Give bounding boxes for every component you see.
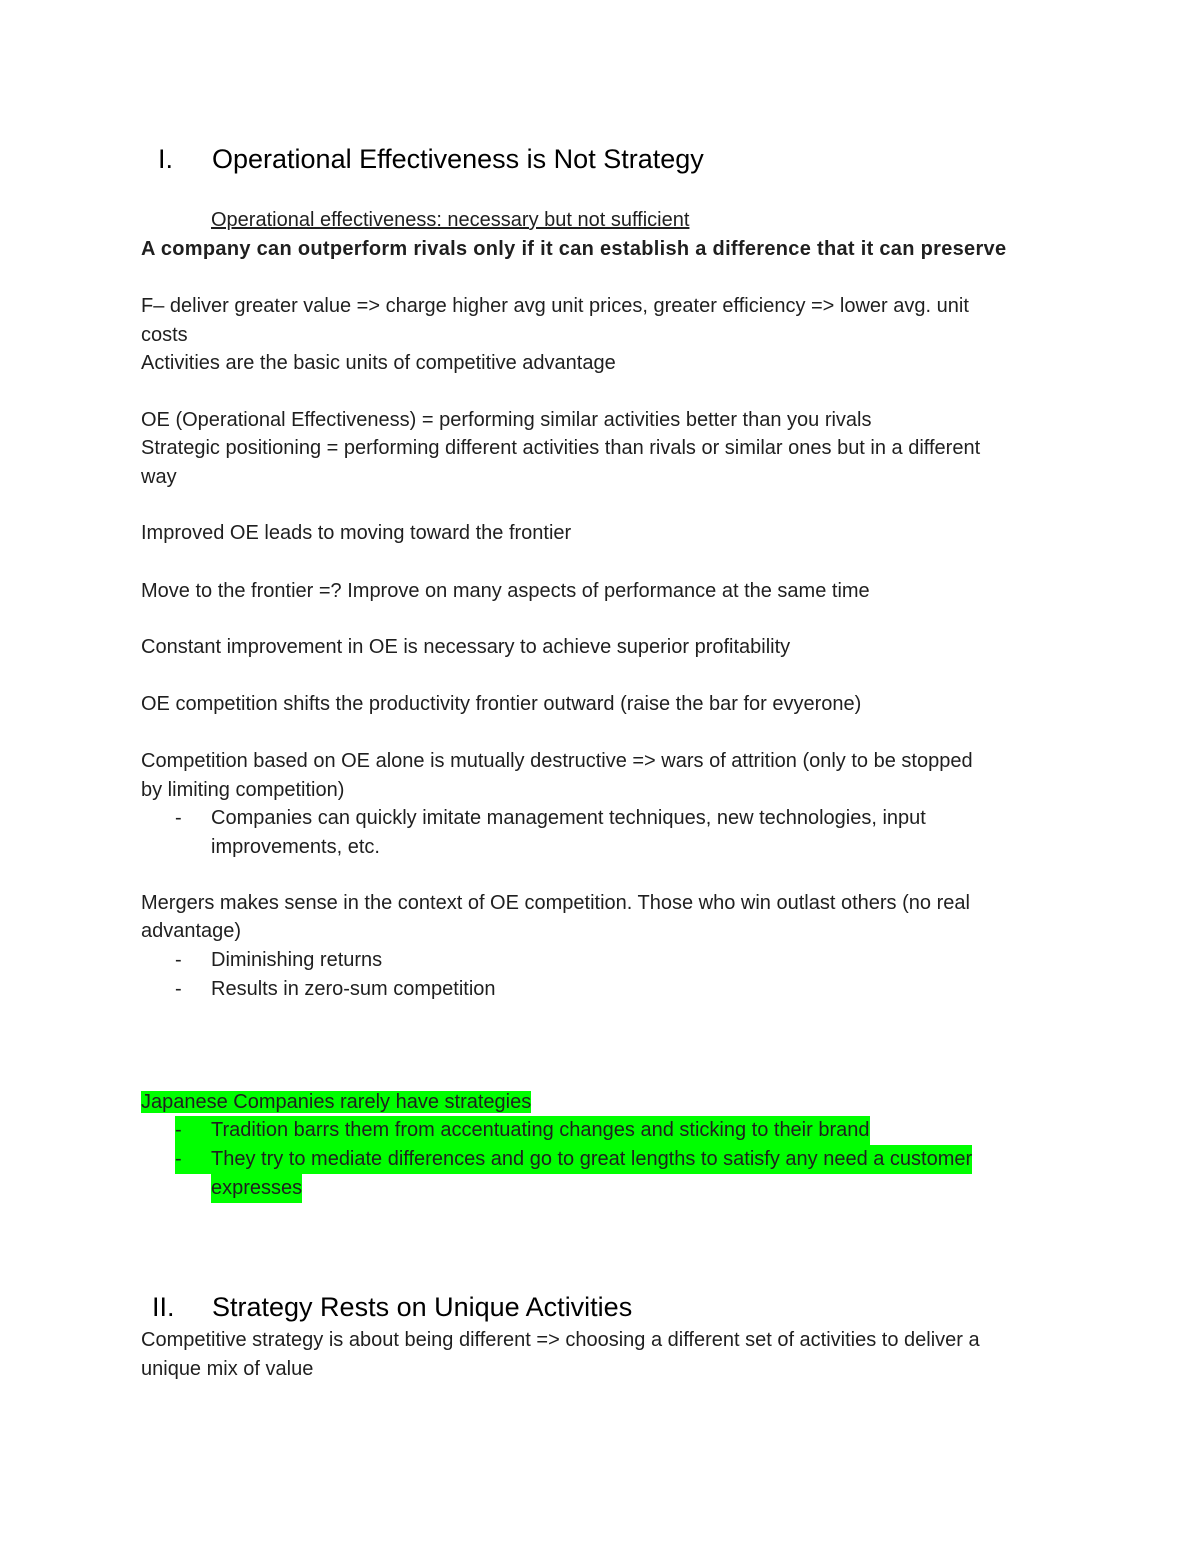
bullet-text: They try to mediate differences and go to great lengths to satisfy any need a customer xyxy=(211,1145,972,1174)
key-statement: A company can outperform rivals only if it can establish a difference that it can preserve xyxy=(141,238,1007,260)
section-2-number: II. xyxy=(152,1292,175,1322)
section-1-subtitle: Operational effectiveness: necessary but not sufficient xyxy=(211,209,690,231)
bullet-text: expresses xyxy=(211,1174,302,1203)
paragraph-line: advantage) xyxy=(141,920,242,942)
paragraph-line: Mergers makes sense in the context of OE competition. Those who win outlast others (no real xyxy=(141,892,970,914)
paragraph-line: by limiting competition) xyxy=(141,779,345,801)
paragraph-line: unique mix of value xyxy=(141,1358,314,1380)
section-1-number: I. xyxy=(158,144,174,174)
bullet-text: Diminishing returns xyxy=(211,949,383,971)
bullet-dash: - xyxy=(175,1145,211,1174)
bullet-text: Results in zero-sum competition xyxy=(211,978,496,1000)
section-1-title: Operational Effectiveness is Not Strategy xyxy=(212,144,704,174)
paragraph-line: way xyxy=(141,466,177,488)
highlight-text: Japanese Companies rarely have strategies xyxy=(141,1091,532,1113)
paragraph-line: costs xyxy=(141,324,188,346)
bullet-text: Tradition barrs them from accentuating changes and sticking to their brand xyxy=(211,1116,870,1145)
paragraph-line: Constant improvement in OE is necessary to achieve superior profitability xyxy=(141,636,791,658)
paragraph-line: Competitive strategy is about being different => choosing a different set of activities to deliver a xyxy=(141,1329,980,1351)
paragraph-line: F– deliver greater value => charge higher avg unit prices, greater efficiency => lower avg. unit xyxy=(141,295,969,317)
paragraph-line: Competition based on OE alone is mutually destructive => wars of attrition (only to be stopped xyxy=(141,750,973,772)
highlighted-heading xyxy=(141,1088,531,1117)
bullet-dash: - xyxy=(175,807,182,829)
bullet-text: improvements, etc. xyxy=(211,836,380,858)
bullet-dash: - xyxy=(175,949,182,971)
bullet-text: Companies can quickly imitate management techniques, new technologies, input xyxy=(211,807,926,829)
paragraph-line: Activities are the basic units of competitive advantage xyxy=(141,352,616,374)
paragraph-line: Improved OE leads to moving toward the frontier xyxy=(141,522,572,544)
bullet-dash: - xyxy=(175,1116,211,1145)
paragraph-line: OE competition shifts the productivity frontier outward (raise the bar for evyerone) xyxy=(141,693,862,715)
section-2-title: Strategy Rests on Unique Activities xyxy=(212,1292,633,1322)
paragraph-line: Move to the frontier =? Improve on many aspects of performance at the same time xyxy=(141,580,870,602)
paragraph-line: Strategic positioning = performing different activities than rivals or similar ones but in a different xyxy=(141,437,981,459)
bullet-dash: - xyxy=(175,978,182,1000)
paragraph-line: OE (Operational Effectiveness) = performing similar activities better than you rivals xyxy=(141,409,872,431)
